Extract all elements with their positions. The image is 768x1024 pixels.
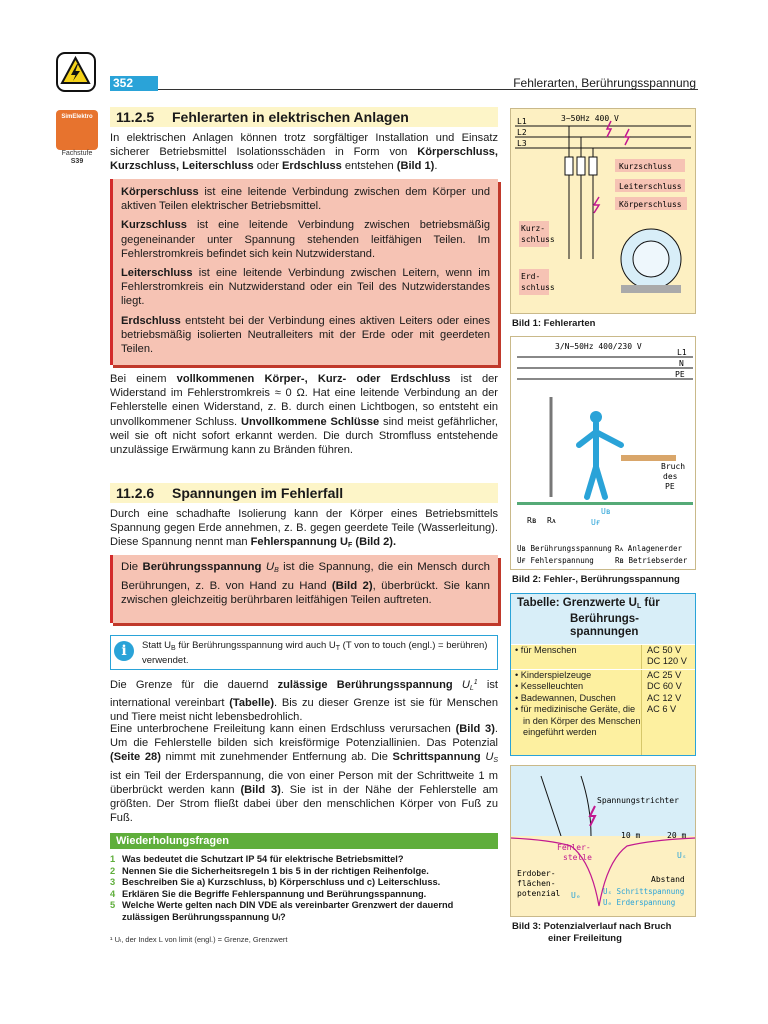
fig3-trichter-label: Spannungstrichter <box>597 796 679 805</box>
fig1-l1: L1 <box>517 117 527 126</box>
list-item: 2 Nennen Sie die Sicherheitsregeln 1 bis 5 in der richtigen Reihenfolge. <box>110 865 429 876</box>
review-heading: Wiederholungsfragen <box>110 833 498 849</box>
fig2-legend-uf: Uғ Fehlerspannung <box>517 556 594 565</box>
fig2-l1: L1 <box>677 348 687 357</box>
fig3-abstand: Abstand <box>651 875 685 884</box>
fig2-supply-label: 3/N~50Hz 400/230 V <box>555 342 642 351</box>
list-item: 4 Erklären Sie die Begriffe Fehlerspannung und Berührungsspannung. <box>110 888 427 899</box>
header-title: Fehlerarten, Berührungsspannung <box>513 76 696 90</box>
fig3-fehlerstelle-a: Fehler- <box>557 843 591 852</box>
fig1-koerperschluss-label: Körperschluss <box>619 200 682 209</box>
section-heading-spannungen: 11.2.6 Spannungen im Fehlerfall <box>110 483 498 503</box>
grenze-paragraph: Die Grenze für die dauernd zulässige Berührungsspannung $U_L^1$ ist international vereinbart (Tabelle). Bis zu dieser Grenze ist sie für Menschen und Tiere meist nicht lebensbedrohlich. <box>110 679 498 724</box>
figure-beruehrungsspannung <box>510 336 696 570</box>
fig1-l2: L2 <box>517 128 527 137</box>
badge-subtitle: Fachstufe S39 <box>61 150 93 165</box>
fig3-erd-b: flächen- <box>517 879 556 888</box>
fig3-us: Uₛ <box>677 851 687 860</box>
fig3-legend-us: Uₛ Schrittspannung <box>603 887 685 896</box>
list-item: 3 Beschreiben Sie a) Kurzschluss, b) Körperschluss und c) Leiterschluss. <box>110 877 441 888</box>
fig2-ra: Rᴀ <box>547 516 556 525</box>
figure-fehlerarten <box>510 108 696 314</box>
fig2-legend-ub: Uʙ Berührungsspannung <box>517 544 612 553</box>
definitions-box <box>110 179 498 365</box>
fig1-caption: Bild 1: Fehlerarten <box>512 318 596 329</box>
beruehrungsspannung-box: Die Berührungsspannung $U_B$ ist die Spannung, die ein Mensch durch Berührungen, z. B. von Hand zu Hand (Bild 2), überbrückt. Sie kann zwischen gleichzeitig berührbaren leitfähigen Teilen auftreten. <box>110 555 498 623</box>
fig3-legend-ue: Uₑ Erderspannung <box>603 898 676 907</box>
def-leiterschluss: Leiterschluss ist eine leitende Verbindung zwischen Leitern, wenn im Fehlerstromkreis ein Nutzwiderstand oder ein Teil des Nutzwiderstandes liegt. <box>121 267 490 308</box>
list-item: 1 Was bedeutet die Schutzart IP 54 für elektrische Betriebsmittel? <box>110 854 404 864</box>
fig1-kurz-a: Kurz- <box>521 224 546 233</box>
fig3-erd-c: potenzial <box>517 889 561 898</box>
page-number: 352 <box>110 76 158 91</box>
fig3-m10: 10 m <box>621 831 641 840</box>
fig3-fehlerstelle-b: stelle <box>563 853 592 862</box>
fig3-m20: 20 m <box>667 831 687 840</box>
fig1-l3: L3 <box>517 139 527 148</box>
fig2-n: N <box>679 359 684 368</box>
table-header: Tabelle: Grenzwerte $U_L$ für Berührungs- spannungen <box>511 594 695 644</box>
info-icon: i <box>114 641 134 661</box>
fig1-leiterschluss-label: Leiterschluss <box>619 182 682 191</box>
fig1-kurzschluss-label: Kurzschluss <box>619 162 672 171</box>
table-row: • Kinderspielzeuge • Kesselleuchten • Badewannen, Duschen • für medizinische Geräte, die in den Körper des Menschen eingeführt werden AC 25 V DC 60 V AC 12 V AC 6 V <box>511 670 695 755</box>
review-questions <box>110 854 498 924</box>
fig2-rb: Rʙ <box>527 516 537 525</box>
fig3-caption: Bild 3: Potenzialverlauf nach Bruch einer Freileitung <box>512 921 672 944</box>
list-item: 5 Welche Werte gelten nach DIN VDE als vereinbarter Grenzwert der dauernd zulässigen Berührungsspannung Uₗ? <box>110 900 454 922</box>
fig2-caption: Bild 2: Fehler-, Berührungsspannung <box>512 574 680 585</box>
fig1-supply-label: 3~50Hz 400 V <box>561 114 619 123</box>
fig2-pe: PE <box>675 370 685 379</box>
fault-paragraph: Bei einem vollkommenen Körper-, Kurz- oder Erdschluss ist der Widerstand im Fehlerstromkreis ≈ 0 Ω. Hat eine leitende Verbindung an der Fehlerstelle einen Widerstand, z. B. durch einen Lichtbogen, so entsteht ein unvollkommener Schluss. Unvollkommene Schlüsse sind meist gefährlicher, weil sie oft nicht sofort erkannt werden. Die durch Stromfluss entstehende unzulässige Erwärmung kann zu Bränden führen. <box>110 373 498 457</box>
fig2-uf: Uғ <box>591 518 601 527</box>
fig2-ub: Uʙ <box>601 507 611 516</box>
footnote: ¹ Uₗ, der Index L von limit (engl.) = Grenze, Grenzwert <box>110 935 288 944</box>
fig1-kurz-b: schluss <box>521 235 555 244</box>
fig2-bruch-c: PE <box>665 482 675 491</box>
schrittspannung-paragraph: Eine unterbrochene Freileitung kann einen Erdschluss verursachen (Bild 3). Um die Fehlerstelle bilden sich kreisförmige Potenziallinien. Das Potenzial (Seite 28) nimmt mit zunehmender Entfernung ab. Die Schrittspannung $U_S$ ist ein Teil der Erderspannung, die von einer Person mit der Schrittweite 1 m überbrückt werden kann (Bild 3). Sie ist in der Nähe der Fehlerstelle am größten. Der Strom fließt dabei über den menschlichen Körper von Fuß zu Fuß. <box>110 723 499 825</box>
simelektro-badge[interactable]: SimElektro <box>56 110 98 150</box>
fig2-legend-rb: Rʙ Betriebserder <box>615 556 688 565</box>
def-koerperschluss: Körperschluss ist eine leitende Verbindung zwischen dem Körper und aktiven Teilen elektrischer Betriebsmittel. <box>121 186 490 213</box>
fig2-bruch-b: des <box>663 472 678 481</box>
fig1-erd-b: schluss <box>521 283 555 292</box>
def-erdschluss: Erdschluss entsteht bei der Verbindung eines aktiven Leiters oder eines betriebsmäßig isolierten Neutralleiters mit der Erde oder mit geerdeten Teilen. <box>121 314 490 356</box>
fig2-legend-ra: Rᴀ Anlagenerder <box>615 544 682 553</box>
def-kurzschluss: Kurzschluss ist eine leitende Verbindung zwischen betriebsmäßig gegeneinander unter Spannung stehenden leitfähigen Teilen. Im Fehlerstromkreis befindet sich kein Nutzwiderstand. <box>121 219 490 260</box>
fig3-erd-a: Erdober- <box>517 869 556 878</box>
intro-paragraph: In elektrischen Anlagen können trotz sorgfältiger Installation und Einsatz sicherer Betriebsmittel Isolationsschäden in Form von Körperschluss, Kurzschluss, Leiterschluss oder Erdschluss entstehen (Bild 1). <box>110 132 498 173</box>
figure-potenzialverlauf <box>510 765 696 917</box>
fig2-bruch-a: Bruch <box>661 462 686 471</box>
table-row: • für Menschen AC 50 V DC 120 V <box>511 645 695 669</box>
info-text: Statt $U_B$ für Berührungsspannung wird auch $U_T$ (T von to touch (engl.) = berühren) verwendet. <box>142 640 488 666</box>
fig3-ue: Uₑ <box>571 891 581 900</box>
fehlerspannung-paragraph: Durch eine schadhafte Isolierung kann der Körper eines Betriebsmittels Spannung gegen Erde annehmen, z. B. gegen geerdete Teile (Wasserleitung). Diese Spannung nennt man Fehlerspannung $U_F$ (Bild 2). <box>110 508 498 550</box>
warning-logo-icon <box>56 52 96 92</box>
fig1-erd-a: Erd- <box>521 272 541 281</box>
section-heading-fehlerarten: 11.2.5 Fehlerarten in elektrischen Anlagen <box>110 107 498 127</box>
